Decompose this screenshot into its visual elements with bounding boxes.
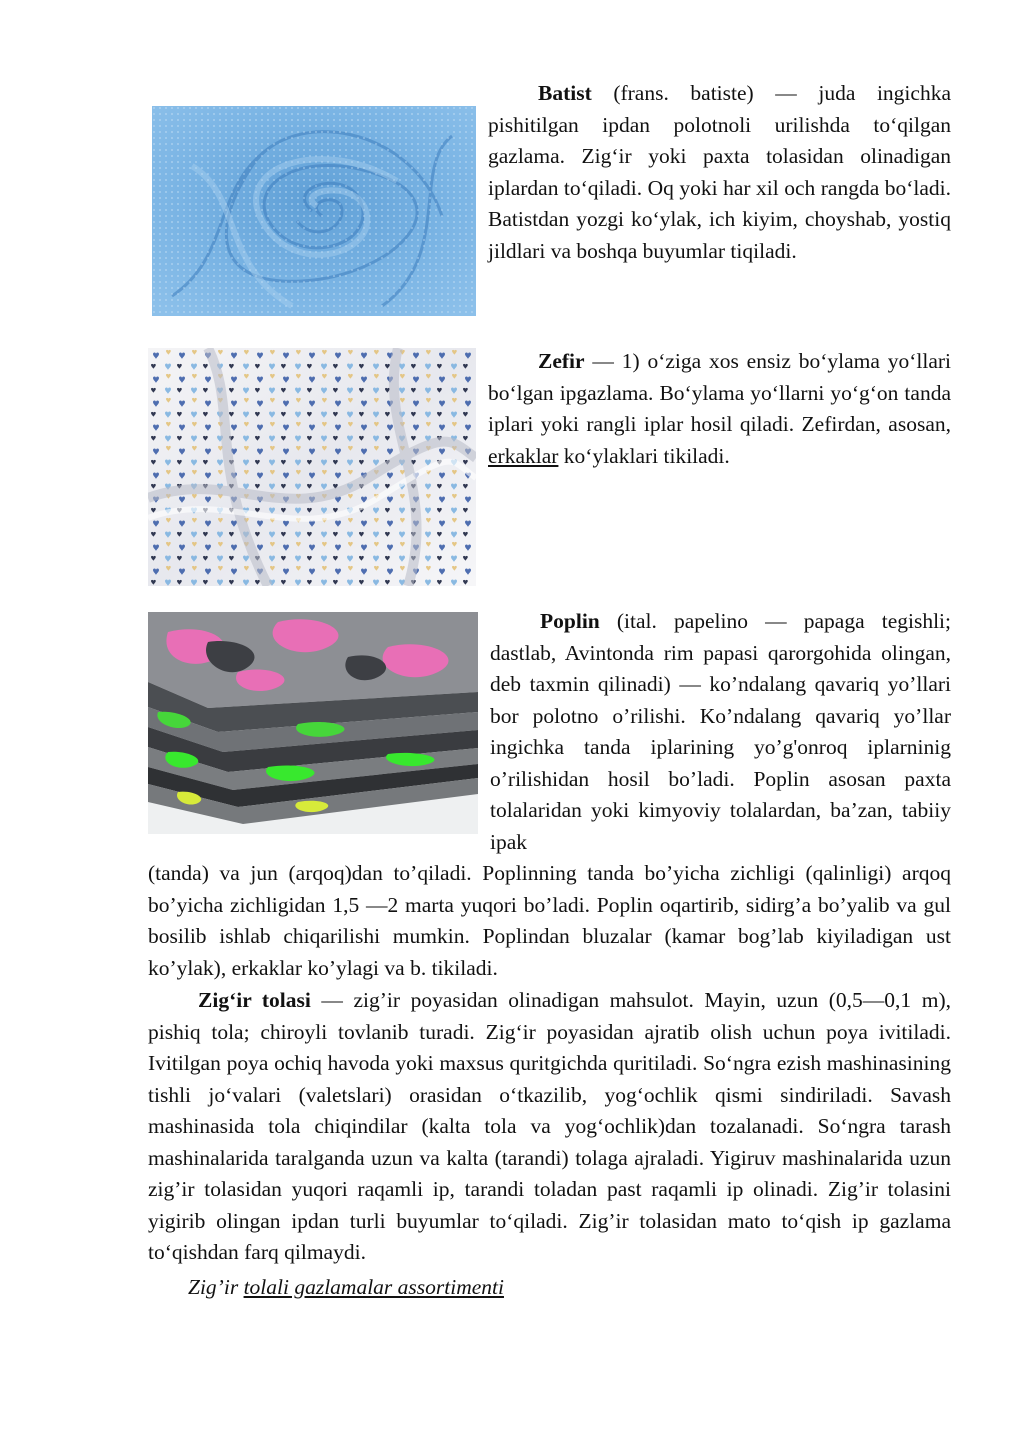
zigir-definition: — zig’ir poyasidan olinadigan mahsulot. Mayin, uzun (0,5—0,1 m), pishiq tola; chiroyli tovlanib turadi. Zig‘ir poyasidan ajratib olish uchun poya ivitiladi. Ivitilgan poya ochiq havoda yoki maxsus quritgichda quritiladi. So‘ngra ezish mashinasining tishli jo‘valari (valetslari) orasidan o‘tkazilib, yog‘ochlik qismi sindiriladi. Savash mashinasida tola chiqindilar (kalta tola va yog‘ochlik)dan tozalanadi. So‘ngra tarash mashinalarida taralganda uzun va kalta (tarandi) tolaga ajraladi. Yigiruv mashinalarida uzun zig’ir tolasidan yuqori raqamli ip, tarandi toladan past raqamli ip olinadi. Zig’ir tolasini yigirib olingan ipdan turli buyumlar to‘qiladi. Zig’ir tolasidan mato to‘qish ip gazlama to‘qishdan farq qilmaydi.: [148, 988, 951, 1264]
poplin-fabric-image: [148, 612, 478, 834]
zefir-fabric-image: [148, 348, 476, 586]
zefir-paragraph: [488, 346, 951, 472]
zigir-paragraph: [148, 985, 951, 1269]
zefir-definition-end: ko‘ylaklari tikiladi.: [558, 443, 730, 468]
erkaklar-link[interactable]: erkaklar: [488, 443, 559, 468]
poplin-definition-full: (tanda) va jun (arqoq)dan to’qiladi. Poplinning tanda bo’yicha zichligi (qalinligi) arqoq bo’yicha zichligidan 1,5 —2 marta yuqori bo’ladi. Poplin oqartirib, sidirg’a bo’yalib va gul bosilib ishlab chiqarilishi mumkin. Poplindan bluzalar (kamar bog’lab kiyiladigan ust ko’ylak), erkaklar ko’ylagi va b. tikiladi.: [148, 861, 951, 980]
zefir-term: Zefir: [538, 349, 585, 373]
poplin-paragraph: [490, 606, 951, 858]
section-heading-prefix: Zig’ir: [188, 1275, 244, 1299]
poplin-definition-side: (ital. papelino — papaga tegishli; dastlab, Avintonda rim papasi qarorgohida olingan, deb taxmin qilinadi) — ko’ndalang qavariq yo’llari bor polotno o’rilishi. Ko’ndalang qavariq yo’llar ingichka tanda iplarining yo’g'onroq iplarninig o’rilishidan hosil bo’ladi. Poplin asosan paxta tolalaridan yoki kimyoviy tolalardan, ba’zan, tabiiy ipak: [490, 609, 951, 854]
batist-term: Batist: [538, 81, 592, 105]
batist-definition: (frans. batiste) — juda ingichka pishitilgan ipdan polotnoli urilishda to‘qilgan gazlama. Zig‘ir yoki paxta tolasidan olinadigan iplardan to‘qiladi. Oq yoki har xil och rangda bo‘ladi. Batistdan yozgi ko‘ylak, ich kiyim, choyshab, yostiq jildlari va boshqa buyumlar tiqiladi.: [488, 81, 951, 263]
poplin-term: Poplin: [540, 609, 600, 633]
batist-fabric-image: [152, 106, 476, 316]
section-heading-link[interactable]: tolali gazlamalar assortimenti: [243, 1275, 504, 1299]
batist-paragraph: [488, 78, 951, 267]
zigir-term: Zig‘ir tolasi: [198, 988, 311, 1012]
zefir-definition-start: — 1) o‘ziga xos ensiz bo‘ylama yo‘llari bo‘lgan ipgazlama. Bo‘ylama yo‘llarni yo‘g‘on tanda iplari yoki rangli iplar hosil qiladi. Zefirdan, asosan,: [488, 349, 951, 436]
section-heading-line: [188, 1272, 504, 1304]
poplin-paragraph-continued: [148, 858, 951, 984]
